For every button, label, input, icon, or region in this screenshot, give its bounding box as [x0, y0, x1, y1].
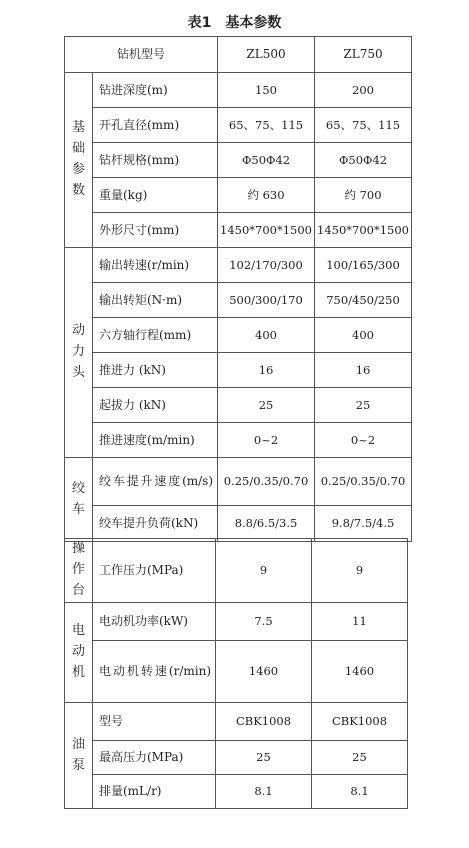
row-value-zl750: 400: [315, 318, 412, 353]
row-value-zl750: 9: [312, 539, 408, 603]
row-name: 钻进深度(m): [93, 73, 218, 108]
table-row: [65, 641, 408, 703]
row-name: 重量(kg): [93, 178, 218, 213]
row-value-zl500: 1460: [216, 641, 312, 703]
row-value-zl750: 200: [315, 73, 412, 108]
row-value-zl750: 8.1: [312, 775, 408, 809]
row-value-zl500: 1450*700*1500: [218, 213, 315, 248]
table-row: [65, 775, 408, 809]
row-value-zl750: 1460: [312, 641, 408, 703]
row-value-zl500: 25: [218, 388, 315, 423]
table-row: [65, 423, 412, 458]
header-row: [65, 37, 412, 73]
group-winch: 绞车: [65, 458, 93, 542]
row-value-zl750: 约 700: [315, 178, 412, 213]
group-console: 操作台: [65, 539, 93, 603]
header-model-label: 钻机型号: [65, 37, 218, 73]
parameter-table-upper: [64, 36, 412, 542]
row-value-zl750: 65、75、115: [315, 108, 412, 143]
row-name: 输出转矩(N·m): [93, 283, 218, 318]
row-value-zl500: 7.5: [216, 603, 312, 641]
row-value-zl750: 100/165/300: [315, 248, 412, 283]
row-value-zl750: 25: [315, 388, 412, 423]
row-value-zl500: Φ50Φ42: [218, 143, 315, 178]
table-row: [65, 603, 408, 641]
table-row: [65, 318, 412, 353]
row-name: 最高压力(MPa): [93, 741, 216, 775]
table-row: [65, 143, 412, 178]
row-value-zl750: 9.8/7.5/4.5: [315, 506, 412, 542]
row-value-zl500: 25: [216, 741, 312, 775]
header-col-zl500: ZL500: [218, 37, 315, 73]
row-value-zl500: 8.1: [216, 775, 312, 809]
row-value-zl500: 8.8/6.5/3.5: [218, 506, 315, 542]
row-value-zl750: 16: [315, 353, 412, 388]
table-row: [65, 283, 412, 318]
table-row: [65, 703, 408, 741]
row-value-zl750: 1450*700*1500: [315, 213, 412, 248]
row-name: 推进力 (kN): [93, 353, 218, 388]
header-col-zl750: ZL750: [315, 37, 412, 73]
row-name: 电动机转速(r/min): [93, 641, 216, 703]
row-value-zl500: 约 630: [218, 178, 315, 213]
group-basic: 基础参数: [65, 73, 93, 248]
row-value-zl500: 16: [218, 353, 315, 388]
table-row: [65, 73, 412, 108]
row-value-zl500: 9: [216, 539, 312, 603]
table-row: [65, 213, 412, 248]
table-row: [65, 248, 412, 283]
group-power-head: 动力头: [65, 248, 93, 458]
row-name: 型号: [93, 703, 216, 741]
table-row: [65, 353, 412, 388]
row-name: 电动机功率(kW): [93, 603, 216, 641]
table-row: [65, 506, 412, 542]
row-name: 六方轴行程(mm): [93, 318, 218, 353]
row-value-zl500: CBK1008: [216, 703, 312, 741]
row-name: 起拔力 (kN): [93, 388, 218, 423]
row-value-zl500: 102/170/300: [218, 248, 315, 283]
table-row: [65, 388, 412, 423]
table-row: [65, 458, 412, 506]
row-name: 钻杆规格(mm): [93, 143, 218, 178]
row-value-zl500: 0~2: [218, 423, 315, 458]
row-value-zl750: 0.25/0.35/0.70: [315, 458, 412, 506]
row-name: 排量(mL/r): [93, 775, 216, 809]
row-value-zl500: 65、75、115: [218, 108, 315, 143]
row-name: 工作压力(MPa): [93, 539, 216, 603]
parameter-table-lower: [64, 538, 408, 809]
group-motor: 电动机: [65, 603, 93, 703]
row-value-zl500: 400: [218, 318, 315, 353]
table-row: [65, 178, 412, 213]
row-value-zl750: 11: [312, 603, 408, 641]
row-value-zl750: 750/450/250: [315, 283, 412, 318]
row-name: 绞车提升速度(m/s): [93, 458, 218, 506]
table-title: 表1 基本参数: [187, 15, 282, 31]
row-name: 推进速度(m/min): [93, 423, 218, 458]
row-value-zl750: 25: [312, 741, 408, 775]
row-name: 绞车提升负荷(kN): [93, 506, 218, 542]
table-row: [65, 108, 412, 143]
table-row: [65, 539, 408, 603]
row-value-zl750: CBK1008: [312, 703, 408, 741]
row-name: 开孔直径(mm): [93, 108, 218, 143]
group-pump: 油泵: [65, 703, 93, 809]
row-value-zl750: 0~2: [315, 423, 412, 458]
row-value-zl500: 150: [218, 73, 315, 108]
row-name: 输出转速(r/min): [93, 248, 218, 283]
row-value-zl750: Φ50Φ42: [315, 143, 412, 178]
table-row: [65, 741, 408, 775]
row-value-zl500: 0.25/0.35/0.70: [218, 458, 315, 506]
row-value-zl500: 500/300/170: [218, 283, 315, 318]
row-name: 外形尺寸(mm): [93, 213, 218, 248]
